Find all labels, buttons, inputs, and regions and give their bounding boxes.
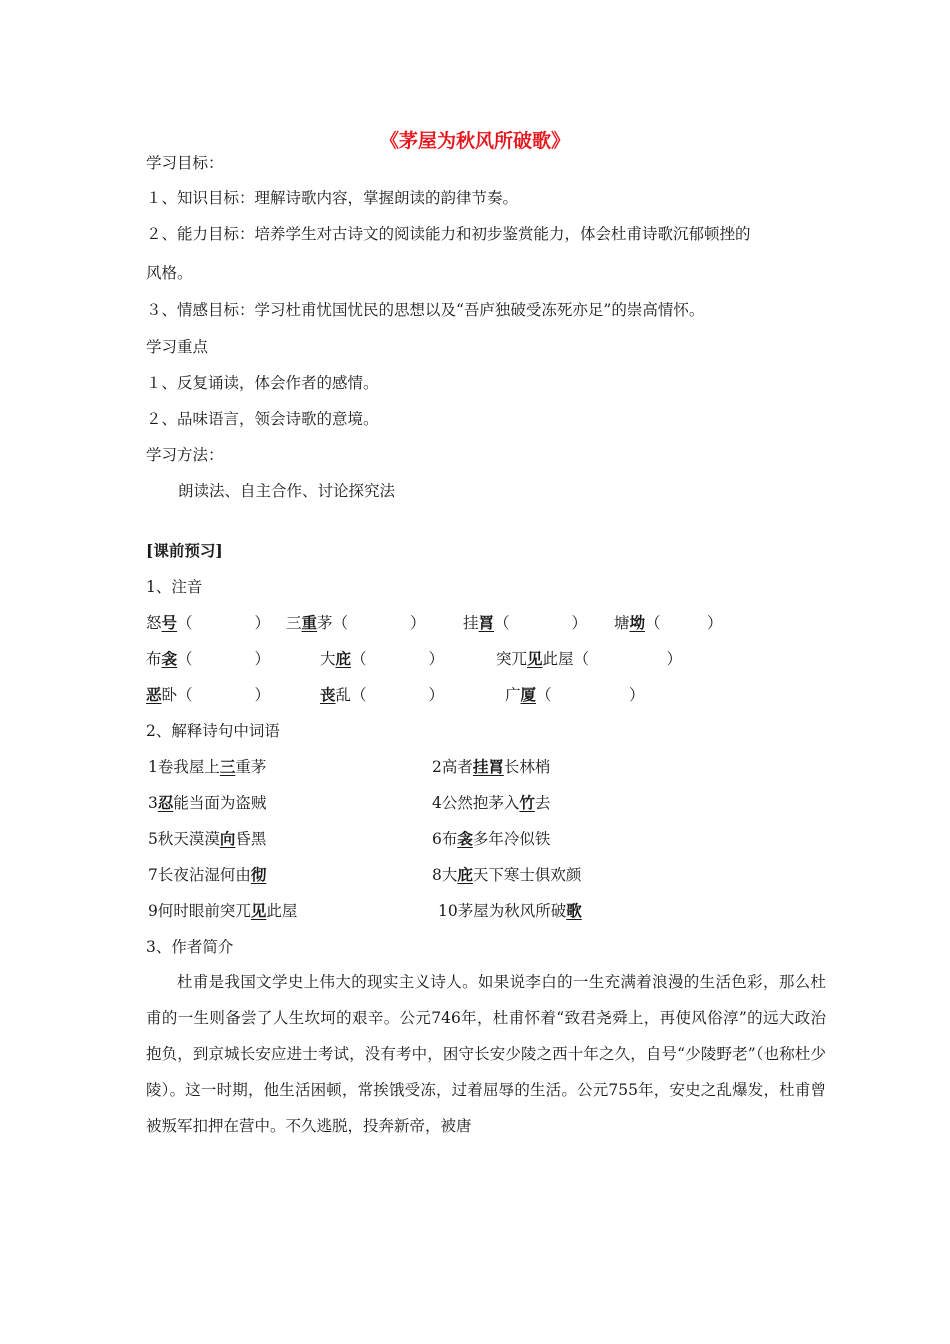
word-item: 8大庇天下寒士俱欢颜	[432, 865, 582, 884]
objective-item: ３、情感目标：学习杜甫忧国忧民的思想以及“吾庐独破受冻死亦足”的崇高情怀。	[146, 301, 705, 319]
preview-heading: [课前预习]	[146, 541, 223, 560]
objective-item: ２、能力目标：培养学生对古诗文的阅读能力和初步鉴赏能力，体会杜甫诗歌沉郁顿挫的	[146, 225, 751, 243]
pinyin-item: 广厦（ ）	[505, 685, 645, 704]
objective-item: 风格。	[146, 264, 193, 282]
word-item: 5秋天漠漠向昏黑	[148, 829, 267, 848]
method-heading: 学习方法：	[146, 446, 224, 464]
author-heading: 3、作者简介	[146, 938, 234, 956]
pinyin-item: 三重茅（ ）	[286, 613, 426, 632]
word-item: 6布衾多年冷似铁	[432, 829, 551, 848]
document-title: 《茅屋为秋风所破歌》	[379, 130, 570, 152]
objective-item: １、知识目标：理解诗歌内容，掌握朗读的韵律节奏。	[146, 189, 519, 207]
pinyin-item: 恶卧（ ）	[146, 685, 271, 704]
words-heading: 2、解释诗句中词语	[146, 722, 280, 740]
author-text: 杜甫是我国文学史上伟大的现实主义诗人。如果说李白的一生充满着浪漫的生活色彩，那么杜甫的一生则备尝了人生坎坷的艰辛。公元746年，杜甫怀着“致君尧舜上，再使风俗淳”的远大政治抱负，到京城长安应进士考试，没有考中，困守长安少陵之西十年之久，自号“少陵野老”（也称杜少陵）。这一时期，他生活困顿，常挨饿受冻，过着屈辱的生活。公元755年，安史之乱爆发，杜甫曾被叛军扣押在营中。不久逃脱，投奔新帝，被唐	[146, 973, 826, 1135]
focus-item: １、反复诵读，体会作者的感情。	[146, 374, 379, 392]
focus-item: ２、品味语言，领会诗歌的意境。	[146, 410, 379, 428]
word-item: 1卷我屋上三重茅	[148, 757, 267, 776]
word-item: 3忍能当面为盗贼	[148, 793, 267, 812]
pinyin-item: 塘坳（ ）	[614, 613, 723, 632]
pinyin-item: 挂罥（ ）	[463, 613, 588, 632]
pinyin-item: 大庇（ ）	[320, 649, 445, 668]
word-item: 9何时眼前突兀见此屋	[148, 901, 298, 920]
method-content: 朗读法、自主合作、讨论探究法	[178, 482, 396, 500]
word-item: 2高者挂罥长林梢	[432, 757, 551, 776]
pinyin-item: 丧乱（ ）	[320, 685, 445, 704]
pinyin-item: 突兀见此屋（ ）	[496, 649, 683, 668]
focus-heading: 学习重点	[146, 338, 209, 356]
pinyin-item: 布衾（ ）	[146, 649, 271, 668]
pinyin-heading: 1、注音	[146, 578, 203, 596]
pinyin-item: 怒号（ ）	[146, 613, 271, 632]
word-item: 4公然抱茅入竹去	[432, 793, 551, 812]
author-paragraph	[146, 964, 826, 1144]
word-item: 7长夜沾湿何由彻	[148, 865, 267, 884]
objectives-heading: 学习目标：	[146, 154, 224, 172]
word-item: 10茅屋为秋风所破歌	[438, 901, 582, 920]
